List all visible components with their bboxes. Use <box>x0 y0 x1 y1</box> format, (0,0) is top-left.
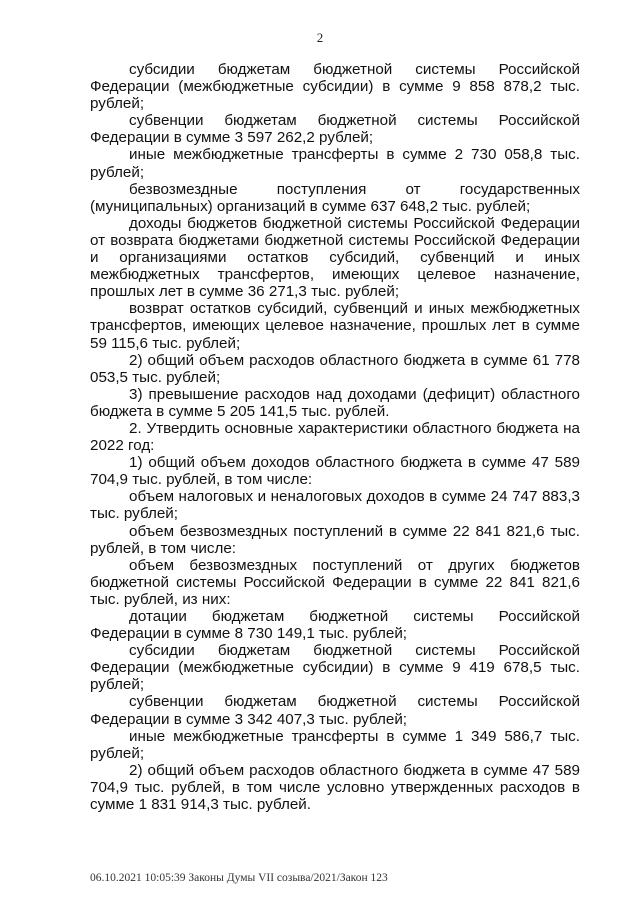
paragraph: иные межбюджетные трансферты в сумме 1 349 586,7 тыс. рублей; <box>90 727 580 762</box>
page-number: 2 <box>316 30 324 45</box>
paragraph: объем безвозмездных поступлений в сумме 22 841 821,6 тыс. рублей, в том числе: <box>90 522 580 557</box>
paragraph: 1) общий объем доходов областного бюджета в сумме 47 589 704,9 тыс. рублей, в том числе: <box>90 454 580 489</box>
paragraph: субвенции бюджетам бюджетной системы Российской Федерации в сумме 3 342 407,3 тыс. рублей; <box>90 693 580 728</box>
paragraph: доходы бюджетов бюджетной системы Российской Федерации от возврата бюджетами бюджетной системы Российской Федерации и организациями остатков субсидий, субвенций и иных межбюджетных трансфертов, имеющих целевое назначение, прошлых лет в сумме 36 271,3 тыс. рублей; <box>90 214 580 301</box>
document-body <box>90 61 580 813</box>
paragraph: дотации бюджетам бюджетной системы Российской Федерации в сумме 8 730 149,1 тыс. рублей; <box>90 608 580 643</box>
paragraph: субвенции бюджетам бюджетной системы Российской Федерации в сумме 3 597 262,2 рублей; <box>90 112 580 147</box>
paragraph: субсидии бюджетам бюджетной системы Российской Федерации (межбюджетные субсидии) в сумме 9 858 878,2 тыс. рублей; <box>90 61 580 113</box>
paragraph: иные межбюджетные трансферты в сумме 2 730 058,8 тыс. рублей; <box>90 146 580 181</box>
paragraph: объем налоговых и неналоговых доходов в сумме 24 747 883,3 тыс. рублей; <box>90 488 580 523</box>
paragraph: объем безвозмездных поступлений от других бюджетов бюджетной системы Российской Федерации в сумме 22 841 821,6 тыс. рублей, из них: <box>90 556 580 608</box>
document-footer: 06.10.2021 10:05:39 Законы Думы VII созыва/2021/Закон 123 <box>90 872 388 884</box>
paragraph: 2) общий объем расходов областного бюджета в сумме 47 589 704,9 тыс. рублей, в том числе условно утвержденных расходов в сумме 1 831 914,3 тыс. рублей. <box>90 761 580 814</box>
paragraph: возврат остатков субсидий, субвенций и иных межбюджетных трансфертов, имеющих целевое назначение, прошлых лет в сумме 59 115,6 тыс. рублей; <box>90 300 580 352</box>
paragraph: 2) общий объем расходов областного бюджета в сумме 61 778 053,5 тыс. рублей; <box>90 351 580 386</box>
paragraph: 3) превышение расходов над доходами (дефицит) областного бюджета в сумме 5 205 141,5 тыс. рублей. <box>90 385 580 420</box>
paragraph: безвозмездные поступления от государственных (муниципальных) организаций в сумме 637 648,2 тыс. рублей; <box>90 180 580 215</box>
paragraph: субсидии бюджетам бюджетной системы Российской Федерации (межбюджетные субсидии) в сумме 9 419 678,5 тыс. рублей; <box>90 642 580 694</box>
paragraph: 2. Утвердить основные характеристики областного бюджета на 2022 год: <box>90 419 580 455</box>
